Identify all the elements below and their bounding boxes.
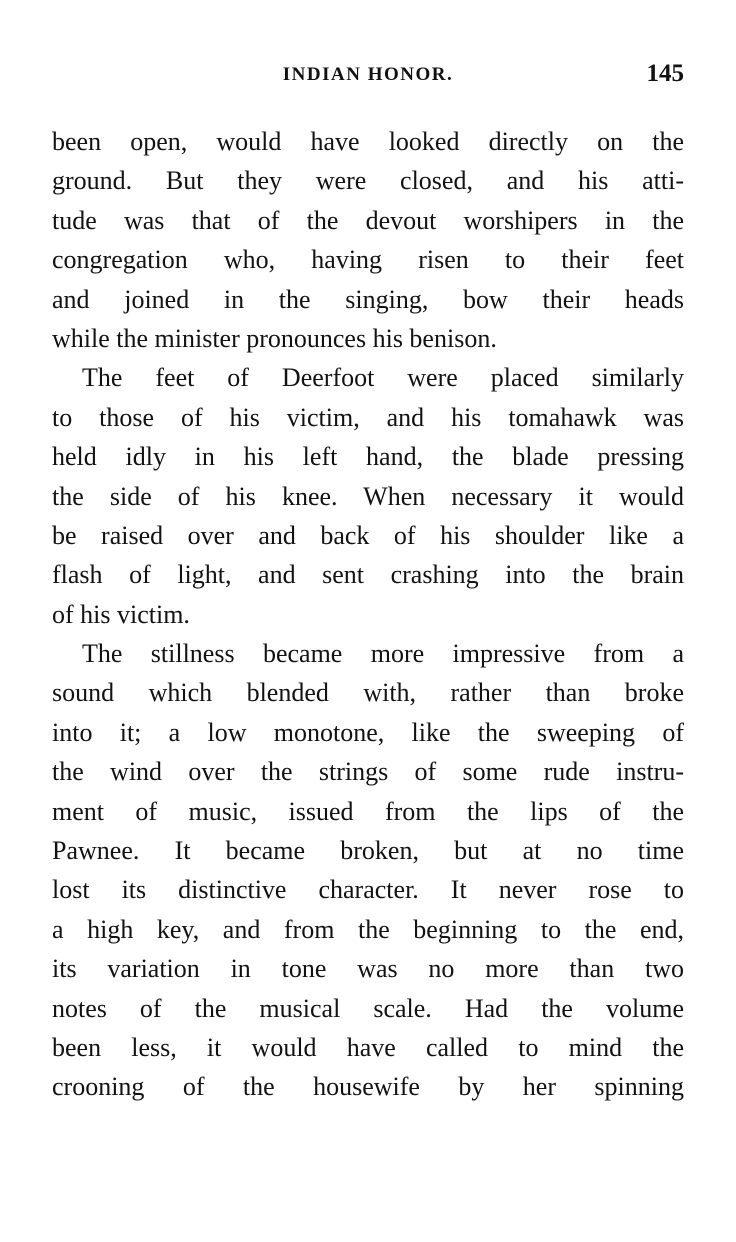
text-line: ground. But they were closed, and his atti- bbox=[52, 166, 684, 196]
paragraph bbox=[52, 122, 684, 358]
text-line: and joined in the singing, bow their heads bbox=[52, 284, 684, 314]
text-line: to those of his victim, and his tomahawk was bbox=[52, 402, 684, 432]
text-line: The feet of Deerfoot were placed similarly bbox=[82, 363, 684, 393]
paragraph bbox=[52, 358, 684, 634]
text-line: into it; a low monotone, like the sweeping of bbox=[52, 717, 684, 747]
text-line: of his victim. bbox=[52, 599, 190, 629]
text-line: Pawnee. It became broken, but at no time bbox=[52, 836, 684, 866]
text-line: while the minister pronounces his benison. bbox=[52, 323, 497, 353]
text-line: its variation in tone was no more than two bbox=[52, 954, 684, 984]
text-line: crooning of the housewife by her spinning bbox=[52, 1072, 684, 1102]
running-head bbox=[52, 60, 684, 90]
running-title: INDIAN HONOR. bbox=[282, 64, 454, 85]
text-line: held idly in his left hand, the blade pressing bbox=[52, 442, 684, 472]
text-line: congregation who, having risen to their feet bbox=[52, 245, 684, 275]
text-line: been open, would have looked directly on the bbox=[52, 127, 684, 156]
page-number: 145 bbox=[646, 60, 684, 87]
body-text bbox=[52, 122, 684, 1107]
text-line: notes of the musical scale. Had the volume bbox=[52, 993, 684, 1023]
paragraph bbox=[52, 634, 684, 1107]
text-line: a high key, and from the beginning to the end, bbox=[52, 914, 684, 944]
text-line: the side of his knee. When necessary it would bbox=[52, 481, 684, 511]
text-line: sound which blended with, rather than broke bbox=[52, 678, 684, 708]
text-line: lost its distinctive character. It never rose to bbox=[52, 875, 684, 905]
text-line: the wind over the strings of some rude instru- bbox=[52, 757, 684, 787]
text-line: The stillness became more impressive from a bbox=[82, 639, 684, 669]
text-line: be raised over and back of his shoulder like a bbox=[52, 520, 684, 550]
text-line: been less, it would have called to mind the bbox=[52, 1032, 684, 1062]
text-line: flash of light, and sent crashing into the brain bbox=[52, 560, 684, 590]
text-line: ment of music, issued from the lips of the bbox=[52, 796, 684, 826]
text-line: tude was that of the devout worshipers in the bbox=[52, 205, 684, 235]
